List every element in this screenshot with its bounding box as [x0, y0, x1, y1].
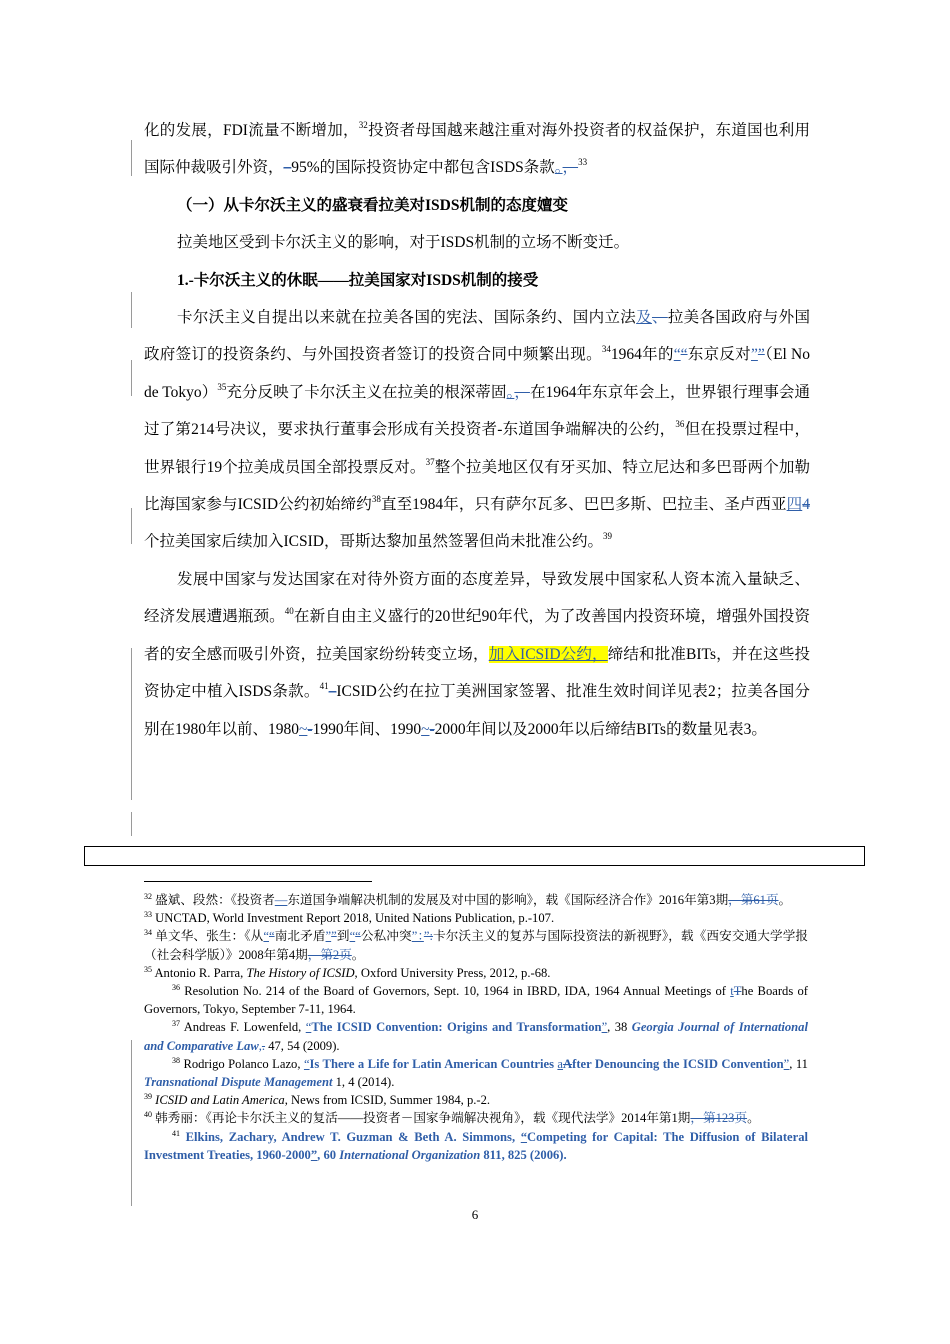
inserted-text: “: [673, 346, 681, 364]
text-run: , 60: [317, 1147, 340, 1162]
footnote-number: 36: [172, 983, 180, 993]
text-run: 在1964年东京年会上，世界银行理事会通过了第214号决议，要求执行董事会形成有关投资者-东道国争端解决的公约，: [144, 383, 810, 439]
footnote-ref[interactable]: 39: [602, 531, 612, 542]
inserted-text: “: [349, 929, 356, 944]
inserted-text: t: [730, 984, 734, 999]
article-title: Is There a Life for Latin American Countries: [309, 1056, 558, 1071]
footnote-number: 40: [144, 1110, 152, 1120]
text-run: 但在投票过程中，世界银行19个拉美成员国全部投票反对。: [144, 421, 810, 476]
text-run: UNCTAD, World Investment Report 2018, United Nations Publication, p.-107.: [152, 911, 555, 926]
deleted-text: ”: [331, 929, 337, 944]
change-bar: [131, 140, 132, 176]
text-run: 卡尔沃主义自提出以来就在拉美各国的宪法、国际条约、国内立法: [177, 309, 637, 327]
inserted-text: ”: [325, 929, 332, 944]
deleted-text: ，: [562, 159, 579, 177]
paragraph: [144, 299, 810, 561]
text-run: 单文华、张生：《从: [152, 929, 264, 944]
footnote-41: [144, 1128, 808, 1164]
footnote-35: [144, 964, 808, 982]
deleted-text: –: [328, 683, 337, 701]
text-run: 。: [351, 947, 365, 962]
change-bar: [131, 292, 132, 328]
deleted-text: -: [307, 720, 313, 738]
footnote-ref[interactable]: 38: [371, 494, 381, 505]
inserted-text: ”: [783, 1056, 790, 1071]
footnote-ref[interactable]: 35: [217, 381, 227, 392]
inserted-text: a: [557, 1056, 564, 1071]
subsection-heading: 1.-卡尔沃主义的休眠——拉美国家对ISDS机制的接受: [177, 271, 539, 289]
footnote-number: 39: [144, 1092, 152, 1102]
article-title: The ICSID Convention: Origins and Transformation: [311, 1020, 602, 1035]
footnote-39: [144, 1091, 808, 1109]
inserted-text: ~: [299, 720, 308, 738]
deleted-text: ，第61页: [728, 893, 779, 907]
text-run: 投资者母国越来越注重对海外投资者的权益保护，东道国也利用国际仲裁吸引外资，: [144, 122, 810, 177]
footnote-40: [144, 1109, 808, 1127]
footnote-34: [144, 927, 808, 963]
deleted-text: A: [563, 1056, 573, 1071]
text-run: ICSID公约在拉丁美洲国家签署、批准生效时间详见表2；拉美各国分别在1980年以前、1980: [144, 683, 810, 738]
deleted-text: -: [429, 720, 435, 738]
text-run: 缔结和批准BITs，并在这些投资协定中植入ISDS条款。: [144, 645, 810, 701]
text-run: Elkins, Zachary, Andrew T. Guzman & Beth A. Simmons,: [180, 1129, 521, 1144]
paragraph: [144, 561, 810, 748]
deleted-text: ，: [514, 383, 530, 401]
section-heading: （一）从卡尔沃主义的盛衰看拉美对ISDS机制的态度嬗变: [177, 196, 568, 214]
journal-title: Georgia Journal of International and Comparative Law: [144, 1020, 808, 1053]
text-run: Resolution No. 214 of the Board of Governors, Sept. 10, 1964 in IBRD, IDA, 1964 Annual Meetings of: [180, 984, 731, 999]
inserted-text: 。: [554, 159, 563, 177]
text-run: 个拉美国家后续加入ICSID，哥斯达黎加虽然签署但尚未批准公约。: [144, 533, 603, 551]
text-run: Andreas F. Lowenfeld,: [180, 1020, 306, 1035]
deleted-text: “: [680, 346, 688, 364]
deleted-text: ，第123页: [690, 1111, 748, 1126]
deleted-text: 、: [651, 309, 668, 327]
footnote-number: 37: [172, 1019, 180, 1029]
text-run: , 38: [607, 1020, 632, 1035]
text-run: 95%的国际投资协定中都包含ISDS条款: [291, 159, 555, 177]
deleted-text: ”: [757, 346, 765, 364]
text-run: 整个拉美地区仅有牙买加、特立尼达和多巴哥两个加勒比海国家参与ICSID公约初始缔约: [144, 458, 810, 514]
footnote-number: 34: [144, 928, 152, 938]
inserted-text: “: [263, 929, 269, 944]
change-bar: [131, 648, 132, 800]
text-run: （El No de Tokyo）: [144, 346, 810, 401]
text-run: 直至1984年，只有萨尔瓦多、巴巴多斯、巴拉圭、圣卢西亚: [380, 496, 787, 514]
footnote-ref[interactable]: 32: [358, 120, 368, 130]
deleted-text: 4: [802, 496, 810, 514]
paragraph: 拉美地区受到卡尔沃主义的影响，对于ISDS机制的立场不断变迁。: [177, 234, 630, 252]
text-run: 韩秀丽：《再论卡尔沃主义的复活——投资者－国家争端解决视角》，载《现代法学》2014年第1期: [152, 1111, 691, 1126]
inserted-text: “: [305, 1020, 312, 1035]
page-number: 6: [471, 1207, 479, 1222]
footnote-number: 33: [144, 910, 152, 920]
footnote-32: [144, 891, 808, 909]
footnote-37: [144, 1018, 808, 1054]
inserted-text: ”: [310, 1147, 318, 1162]
text-run: 发展中国家与发达国家在对待外资方面的态度差异，导致发展中国家私人资本流入量缺乏、经济发展遭遇瓶颈。: [144, 570, 810, 626]
deleted-text: ”:: [423, 929, 433, 944]
footnote-separator: [144, 881, 372, 882]
text-run: 。: [778, 893, 792, 907]
text-run: 盛斌、段然：《投资者: [152, 893, 275, 907]
empty-frame-box: [84, 846, 865, 866]
footnote-38: [144, 1055, 808, 1091]
text-run: , News from ICSID, Summer 1984, p.-2.: [284, 1093, 491, 1108]
article-title: Competing for Capital: The Diffusion of Bilateral Investment Treaties, 1960-2000: [144, 1129, 808, 1162]
text-run: 到: [336, 929, 350, 944]
text-run: 1, 4 (2014).: [332, 1075, 395, 1090]
inserted-text: “: [303, 1056, 310, 1071]
text-run: 2000年间以及2000年以后缔结BITs的数量见表3。: [434, 720, 767, 738]
text-run: 1964年的: [610, 346, 674, 364]
inserted-text: 四: [786, 496, 803, 514]
body-text: [144, 112, 810, 748]
deleted-text: “: [268, 929, 275, 944]
text-run: Rodrigo Polanco Lazo,: [180, 1056, 304, 1071]
text-run: 47, 54 (2009).: [265, 1038, 340, 1053]
text-run: 化的发展，FDI流量不断增加，: [144, 122, 359, 139]
text-run: , Oxford University Press, 2012, p.-68.: [354, 965, 551, 980]
text-run: he Boards of Governors, Tokyo, September 7-11, 1964.: [144, 984, 808, 1017]
inserted-text: ~: [421, 720, 430, 738]
text-run: 公私冲突: [360, 929, 412, 944]
inserted-text: —: [274, 893, 288, 907]
text-run: 811, 825 (2006).: [480, 1147, 567, 1162]
deleted-text: ，第2页: [307, 947, 352, 962]
footnote-ref[interactable]: 41: [319, 681, 329, 692]
text-run: 东道国争端解决机制的发展及对中国的影响》，载《国际经济合作》2016年第3期: [287, 893, 729, 907]
footnote-36: [144, 982, 808, 1018]
inserted-text: ”：: [411, 929, 424, 944]
text-run: 。: [747, 1111, 760, 1126]
inserted-text: ,: [258, 1038, 262, 1053]
text-run: 1990年间、1990: [312, 720, 422, 738]
text-run: 东京反对: [687, 346, 751, 364]
deleted-text: .: [261, 1038, 266, 1053]
text-run: 南北矛盾: [274, 929, 326, 944]
article-title: fter Denouncing the ICSID Convention: [572, 1056, 784, 1071]
footnotes: [144, 891, 808, 1164]
footnote-number: 35: [144, 964, 152, 974]
book-title: ICSID and Latin America: [155, 1093, 285, 1108]
footnote-number: 41: [172, 1128, 180, 1138]
change-bar: [131, 1040, 132, 1206]
deleted-text: –: [283, 159, 292, 177]
highlighted-inserted-text: 加入ICSID公约，: [488, 645, 608, 663]
footnote-ref[interactable]: 33: [578, 157, 588, 168]
text-run: Antonio R. Parra,: [152, 965, 247, 980]
footnote-number: 32: [144, 892, 152, 901]
deleted-text: “: [355, 929, 361, 944]
inserted-text: “: [520, 1129, 528, 1144]
inserted-text: ”: [601, 1020, 608, 1035]
paragraph: [144, 112, 810, 187]
footnote-33: [144, 909, 808, 927]
deleted-text: T: [733, 984, 742, 999]
footnote-number: 38: [172, 1055, 180, 1065]
text-run: 拉美各国政府与外国政府签订的投资条约、与外国投资者签订的投资合同中频繁出现。: [144, 309, 810, 364]
change-bar: [131, 508, 132, 544]
change-bar: [131, 812, 132, 836]
journal-title: International Organization: [339, 1147, 481, 1162]
footnote-ref[interactable]: 40: [284, 606, 294, 617]
journal-title: Transnational Dispute Management: [144, 1075, 333, 1090]
inserted-text: 及: [636, 309, 652, 327]
inserted-text: ”: [750, 346, 758, 364]
footnote-ref[interactable]: 34: [601, 344, 611, 355]
book-title: The History of ICSID: [246, 965, 355, 980]
text-run: 卡尔沃主义的复苏与国际投资法的新视野》，载《西安交通大学学报（社会科学版）》2008年第4期: [144, 929, 809, 962]
footnote-ref[interactable]: 37: [425, 456, 435, 467]
footnote-ref[interactable]: 36: [675, 419, 685, 430]
text-run: 充分反映了卡尔沃主义在拉美的根深蒂固: [226, 383, 507, 401]
text-run: 在新自由主义盛行的20世纪90年代，为了改善国内投资环境，增强外国投资者的安全感而吸引外资，拉美国家纷纷转变立场，: [144, 608, 810, 663]
inserted-text: 。: [506, 383, 515, 401]
text-run: , 11: [789, 1056, 808, 1071]
change-bar: [131, 360, 132, 396]
